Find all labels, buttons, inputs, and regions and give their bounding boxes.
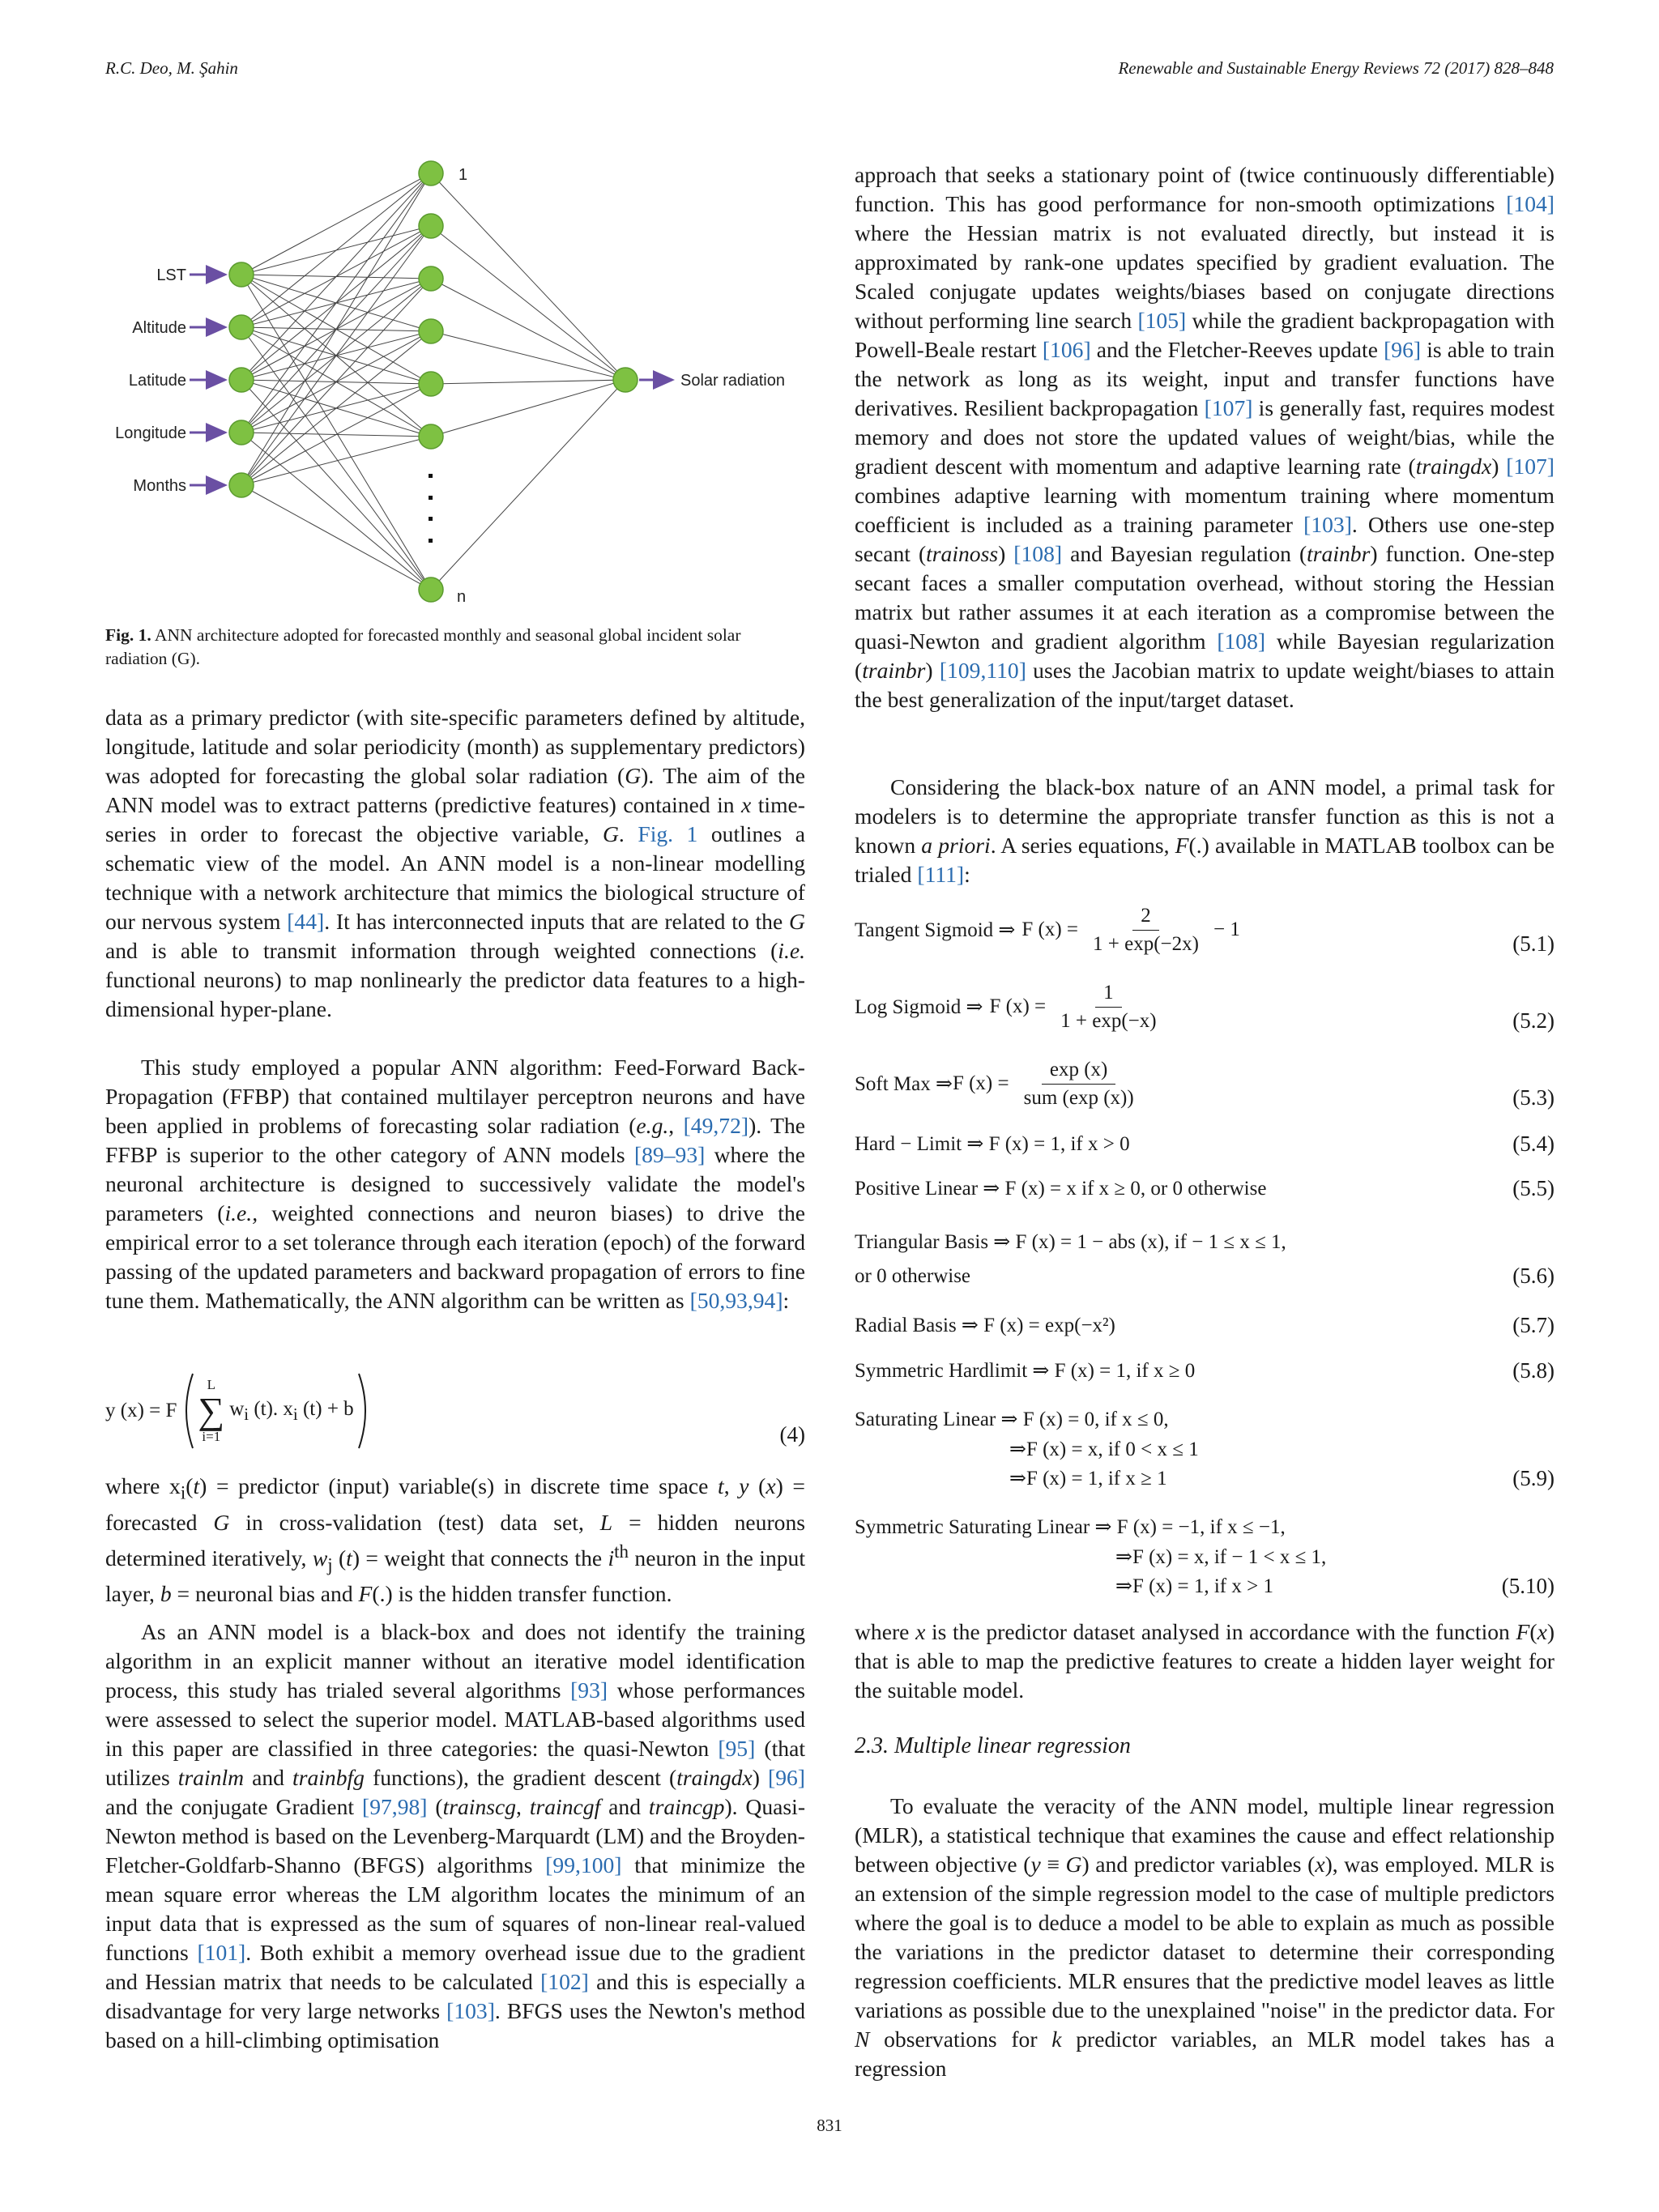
citation-link[interactable]: [111] [917,862,965,887]
hidden-node [419,161,443,185]
hidden-node [419,266,443,291]
citation-link[interactable]: [99,100] [545,1852,622,1877]
citation-link[interactable]: [107] [1204,395,1253,420]
input-node [229,368,254,392]
page-number: 831 [817,2116,842,2135]
input-node [229,262,254,287]
paragraph: data as a primary predictor (with site-specific parameters defined by altitude, longitude, latitude and solar periodicity (month) as supplementary predictors) was adopted for forecasting the global solar radiation (G). The aim of the ANN model was to extract patterns (predictive features) contained in x time-series in order to forecast the objective variable, G. Fig. 1 outlines a schematic view of the model. An ANN model is a non-linear modelling technique with a network architecture that mimics the biological structure of our nervous system [44]. It has interconnected inputs that are related to the G and is able to transmit information through weighted connections (i.e. functional neurons) to map nonlinearly the predictor data features to a high-dimensional hyper-plane. [105,705,806,1021]
citation-link[interactable]: [105] [1137,308,1187,333]
hidden-label-top: 1 [458,166,468,184]
equation-5-3: Soft Max ⇒ F (x) = $\frac{\exp (x)}{\text{sum (exp (x))}}$ (5.3) [855,1058,1555,1110]
paragraph: As an ANN model is a black-box and does not identify the training algorithm in an explicit manner without an iterative model identification process, this study has trialed several algorithms [93] whose performances were assessed to select the superior model. MATLAB-based algorithms used in this paper are classified in three categories: the quasi-Newton [95] (that utilizes trainlm and trainbfg functions), the gradient descent (traingdx) [96] and the conjugate Gradient [97,98] (trainscg, traincgf and traincgp). Quasi-Newton method is based on the Levenberg-Marquardt (LM) and the Broyden-Fletcher-Goldfarb-Shanno (BFGS) algorithms [99,100] that minimize the mean square error whereas the LM algorithm locates the minimum of an input data that is expressed as the sum of squares of non-linear real-valued functions [101]. Both exhibit a memory overhead issue due to the gradient and Hessian matrix that needs to be calculated [102] and this is especially a disadvantage for very large networks [103]. BFGS uses the Newton's method based on a hill-climbing optimisation [105,1619,806,2052]
equation-text: Positive Linear ⇒ F (x) = x if x ≥ 0, or 0 otherwise [855,1178,1267,1200]
equation-5-4 [855,1132,1555,1164]
figure-caption [105,624,805,671]
equation-text: Triangular Basis ⇒ F (x) = 1 − abs (x), if − 1 ≤ x ≤ 1, [855,1231,1286,1253]
connection-line [241,437,431,485]
citation-link[interactable]: [96] [768,1765,805,1790]
equation-number: (5.6) [1512,1264,1555,1288]
input-node [229,473,254,497]
connection-line [241,485,431,590]
input-label: Altitude [132,319,186,337]
figure-caption-text: ANN architecture adopted for forecasted monthly and seasonal global incident solar radiation (G). [105,625,741,668]
citation-link[interactable]: [102] [540,1969,589,1994]
connection-line [241,173,431,380]
equation-5-5 [855,1176,1555,1208]
citation-link[interactable]: [93] [570,1677,608,1703]
citation-link[interactable]: [89–93] [633,1142,706,1167]
connection-line [241,173,431,327]
citation-link[interactable]: [104] [1506,191,1555,216]
connection-line [241,173,431,433]
running-header-journal: Renewable and Sustainable Energy Reviews 72 (2017) 828–848 [1118,58,1554,78]
paragraph: To evaluate the veracity of the ANN model, multiple linear regression (MLR), a statistical technique that examines the cause and effect relationship between objective (y ≡ G) and predictor variables (x), was employed. MLR is an extension of the simple regression model to the case of multiple predictors where the goal is to deduce a model to be able to explain as much as possible the variations in the predictor dataset to determine their corresponding regression coefficients. MLR ensures that the predictive model leaves as little variations as possible due to the unexplained "noise" in the predictor data. For N observations for k predictor variables, an MLR model takes has a regression [855,1793,1555,2081]
connection-line [241,380,431,590]
citation-link[interactable]: [49,72] [683,1113,749,1138]
ellipsis-dot [429,539,433,543]
equation-text: Symmetric Saturating Linear ⇒ F (x) = −1, if x ≤ −1, [855,1516,1286,1538]
citation-link[interactable]: [103] [446,1998,495,2023]
section-heading: 2.3. Multiple linear regression [855,1733,1131,1758]
output-label: Solar radiation [680,372,785,390]
hidden-node [419,372,443,396]
input-label: Months [133,477,186,495]
connection-line [431,173,625,380]
equation-label: Tangent Sigmoid ⇒ [855,919,1016,941]
equation-5-6 [855,1230,1555,1294]
citation-link[interactable]: [108] [1217,629,1266,654]
hidden-node [419,214,443,238]
connection-line [431,279,625,380]
equation-text: Radial Basis ⇒ F (x) = exp(−x²) [855,1315,1115,1336]
equation-4: y (x) = F L ∑ i=1 $w_i$ (t). $x_i$ (t) + b (4) [105,1370,805,1451]
equation-5-7 [855,1313,1555,1345]
hidden-node [419,578,443,602]
hidden-label-bottom: n [457,588,467,606]
connection-line [431,331,625,380]
equation-5-1: Tangent Sigmoid ⇒ F (x) = $\frac{2}{1 + \exp(-2x)}$ − 1 (5.1) [855,904,1555,956]
equation-text: Hard − Limit ⇒ F (x) = 1, if x > 0 [855,1133,1130,1155]
citation-link[interactable]: [109,110] [939,658,1026,683]
equation-text-continued: ⇒F (x) = x, if 0 < x ≤ 1 [1009,1438,1199,1460]
input-label: Latitude [128,372,186,390]
equation-number: (5.5) [1512,1176,1555,1200]
ellipsis-dot [429,474,433,478]
equation-number: (5.1) [1512,931,1555,956]
connection-line [241,173,431,275]
running-header-authors: R.C. Deo, M. Şahin [105,58,238,78]
equation-text-continued: ⇒F (x) = 1, if x > 1 [1115,1575,1273,1597]
equation-number: (5.2) [1512,1008,1555,1033]
connection-line [431,380,625,437]
equation-label: Log Sigmoid ⇒ [855,996,983,1018]
connection-line [241,279,431,485]
figure-link[interactable]: Fig. 1 [638,821,698,846]
equation-text-continued: ⇒F (x) = 1, if x ≥ 1 [1009,1468,1167,1490]
citation-link[interactable]: [101] [197,1940,246,1965]
connection-line [241,384,431,485]
ellipsis-dot [429,496,433,500]
equation-number: (5.9) [1512,1466,1555,1490]
equation-number: (5.7) [1512,1313,1555,1337]
paragraph: This study employed a popular ANN algorithm: Feed-Forward Back-Propagation (FFBP) that contained multilayer perceptron neurons and have been applied in problems of forecasting solar radiation (e.g., [49,72]). The FFBP is superior to the other category of ANN models [89–93] where the neuronal architecture is designed to successively validate the model's parameters (i.e., weighted connections and neuron biases) to drive the empirical error to a set tolerance through each iteration (epoch) of the forward passing of the updated parameters and backward propagation of errors to fine tune them. Mathematically, the ANN algorithm can be written as [50,93,94]: [105,1055,806,1313]
connection-line [241,173,431,485]
output-node [613,368,638,392]
equation-text: Symmetric Hardlimit ⇒ F (x) = 1, if x ≥ 0 [855,1360,1196,1382]
equation-number: (5.10) [1501,1574,1555,1598]
input-label: Longitude [115,424,186,442]
hidden-node [419,319,443,343]
citation-link[interactable]: [103] [1303,512,1352,537]
citation-link[interactable]: [108] [1013,541,1063,566]
equation-text: Saturating Linear ⇒ F (x) = 0, if x ≤ 0, [855,1409,1169,1430]
equation-5-10 [855,1515,1555,1612]
input-node [229,315,254,339]
connection-line [431,380,625,384]
equation-label: Soft Max ⇒ [855,1073,953,1095]
hidden-node [419,424,443,449]
connection-line [241,433,431,590]
citation-link[interactable]: [107] [1506,454,1555,479]
equation-5-9 [855,1407,1555,1504]
equation-number: (4) [779,1422,805,1447]
connection-line [241,275,431,590]
equation-5-2: Log Sigmoid ⇒ F (x) = $\frac{1}{1 + \exp(-x)}$ (5.2) [855,981,1555,1033]
ann-architecture-figure [105,154,805,620]
equation-5-8 [855,1358,1555,1391]
citation-link[interactable]: [96] [1384,337,1422,362]
equation-number: (5.3) [1512,1085,1555,1110]
paragraph: where $x_i(t)$ = predictor (input) variable(s) in discrete time space t, y (x) = forecasted G in cross-validation (test) data set, L = hidden neurons determined iteratively, $w_j$ (t) = weight that connects the $i^{th}$ neuron in the input layer, b = neuronal bias and F(.) is the hidden transfer function. [105,1473,806,1607]
input-node [229,420,254,445]
equation-text-continued: or 0 otherwise [855,1265,971,1287]
paragraph: approach that seeks a stationary point of (twice continuously differentiable) function. This has good performance for non-smooth optimizations [104] where the Hessian matrix is not evaluated directly, but instead it is approximated by rank-one updates specified by gradient evaluation. The Scaled conjugate updates weights/biases based on conjugate directions without performing line search [105] while the gradient backpropagation with Powell-Beale restart [106] and the Fletcher-Reeves update [96] is able to train the network as long as its weight, input and transfer functions have derivatives. Resilient backpropagation [107] is generally fast, requires modest memory and does not store the updated values of weight/bias, while the gradient descent with momentum and adaptive learning rate (traingdx) [107] combines adaptive learning with momentum training where momentum coefficient is included as a training parameter [103]. Others use one-step secant (trainoss) [108] and Bayesian regulation (trainbr) function. One-step secant faces a smaller computation overhead, without storing the Hessian matrix but rather assumes it at each iteration as a compromise between the quasi-Newton and gradient algorithm [108] while Bayesian regularization (trainbr) [109,110] uses the Jacobian matrix to update weight/biases to attain the best generalization of the input/target dataset. [855,162,1555,712]
connection-line [241,331,431,485]
connection-line [241,327,431,590]
citation-link[interactable]: [106] [1042,337,1091,362]
connection-line [431,380,625,590]
figure-caption-label: Fig. 1. [105,625,151,645]
ellipsis-dot [429,517,433,521]
connection-line [241,226,431,485]
paragraph: where x is the predictor dataset analysed in accordance with the function F(x) that is able to map the predictive features to create a hidden layer weight for the suitable model. [855,1619,1555,1703]
citation-link[interactable]: [95] [718,1736,756,1761]
citation-link[interactable]: [44] [287,909,325,934]
input-label: LST [156,266,186,284]
equation-number: (5.8) [1512,1358,1555,1383]
paragraph: Considering the black-box nature of an ANN model, a primal task for modelers is to determine the appropriate transfer function as this is not a known a priori. A series equations, F(.) available in MATLAB toolbox can be trialed [111]: [855,774,1555,887]
citation-link[interactable]: [50,93,94] [689,1288,783,1313]
connection-line [431,226,625,380]
citation-link[interactable]: [97,98] [362,1794,428,1819]
equation-text-continued: ⇒F (x) = x, if − 1 < x ≤ 1, [1115,1546,1327,1568]
equation-number: (5.4) [1512,1132,1555,1156]
